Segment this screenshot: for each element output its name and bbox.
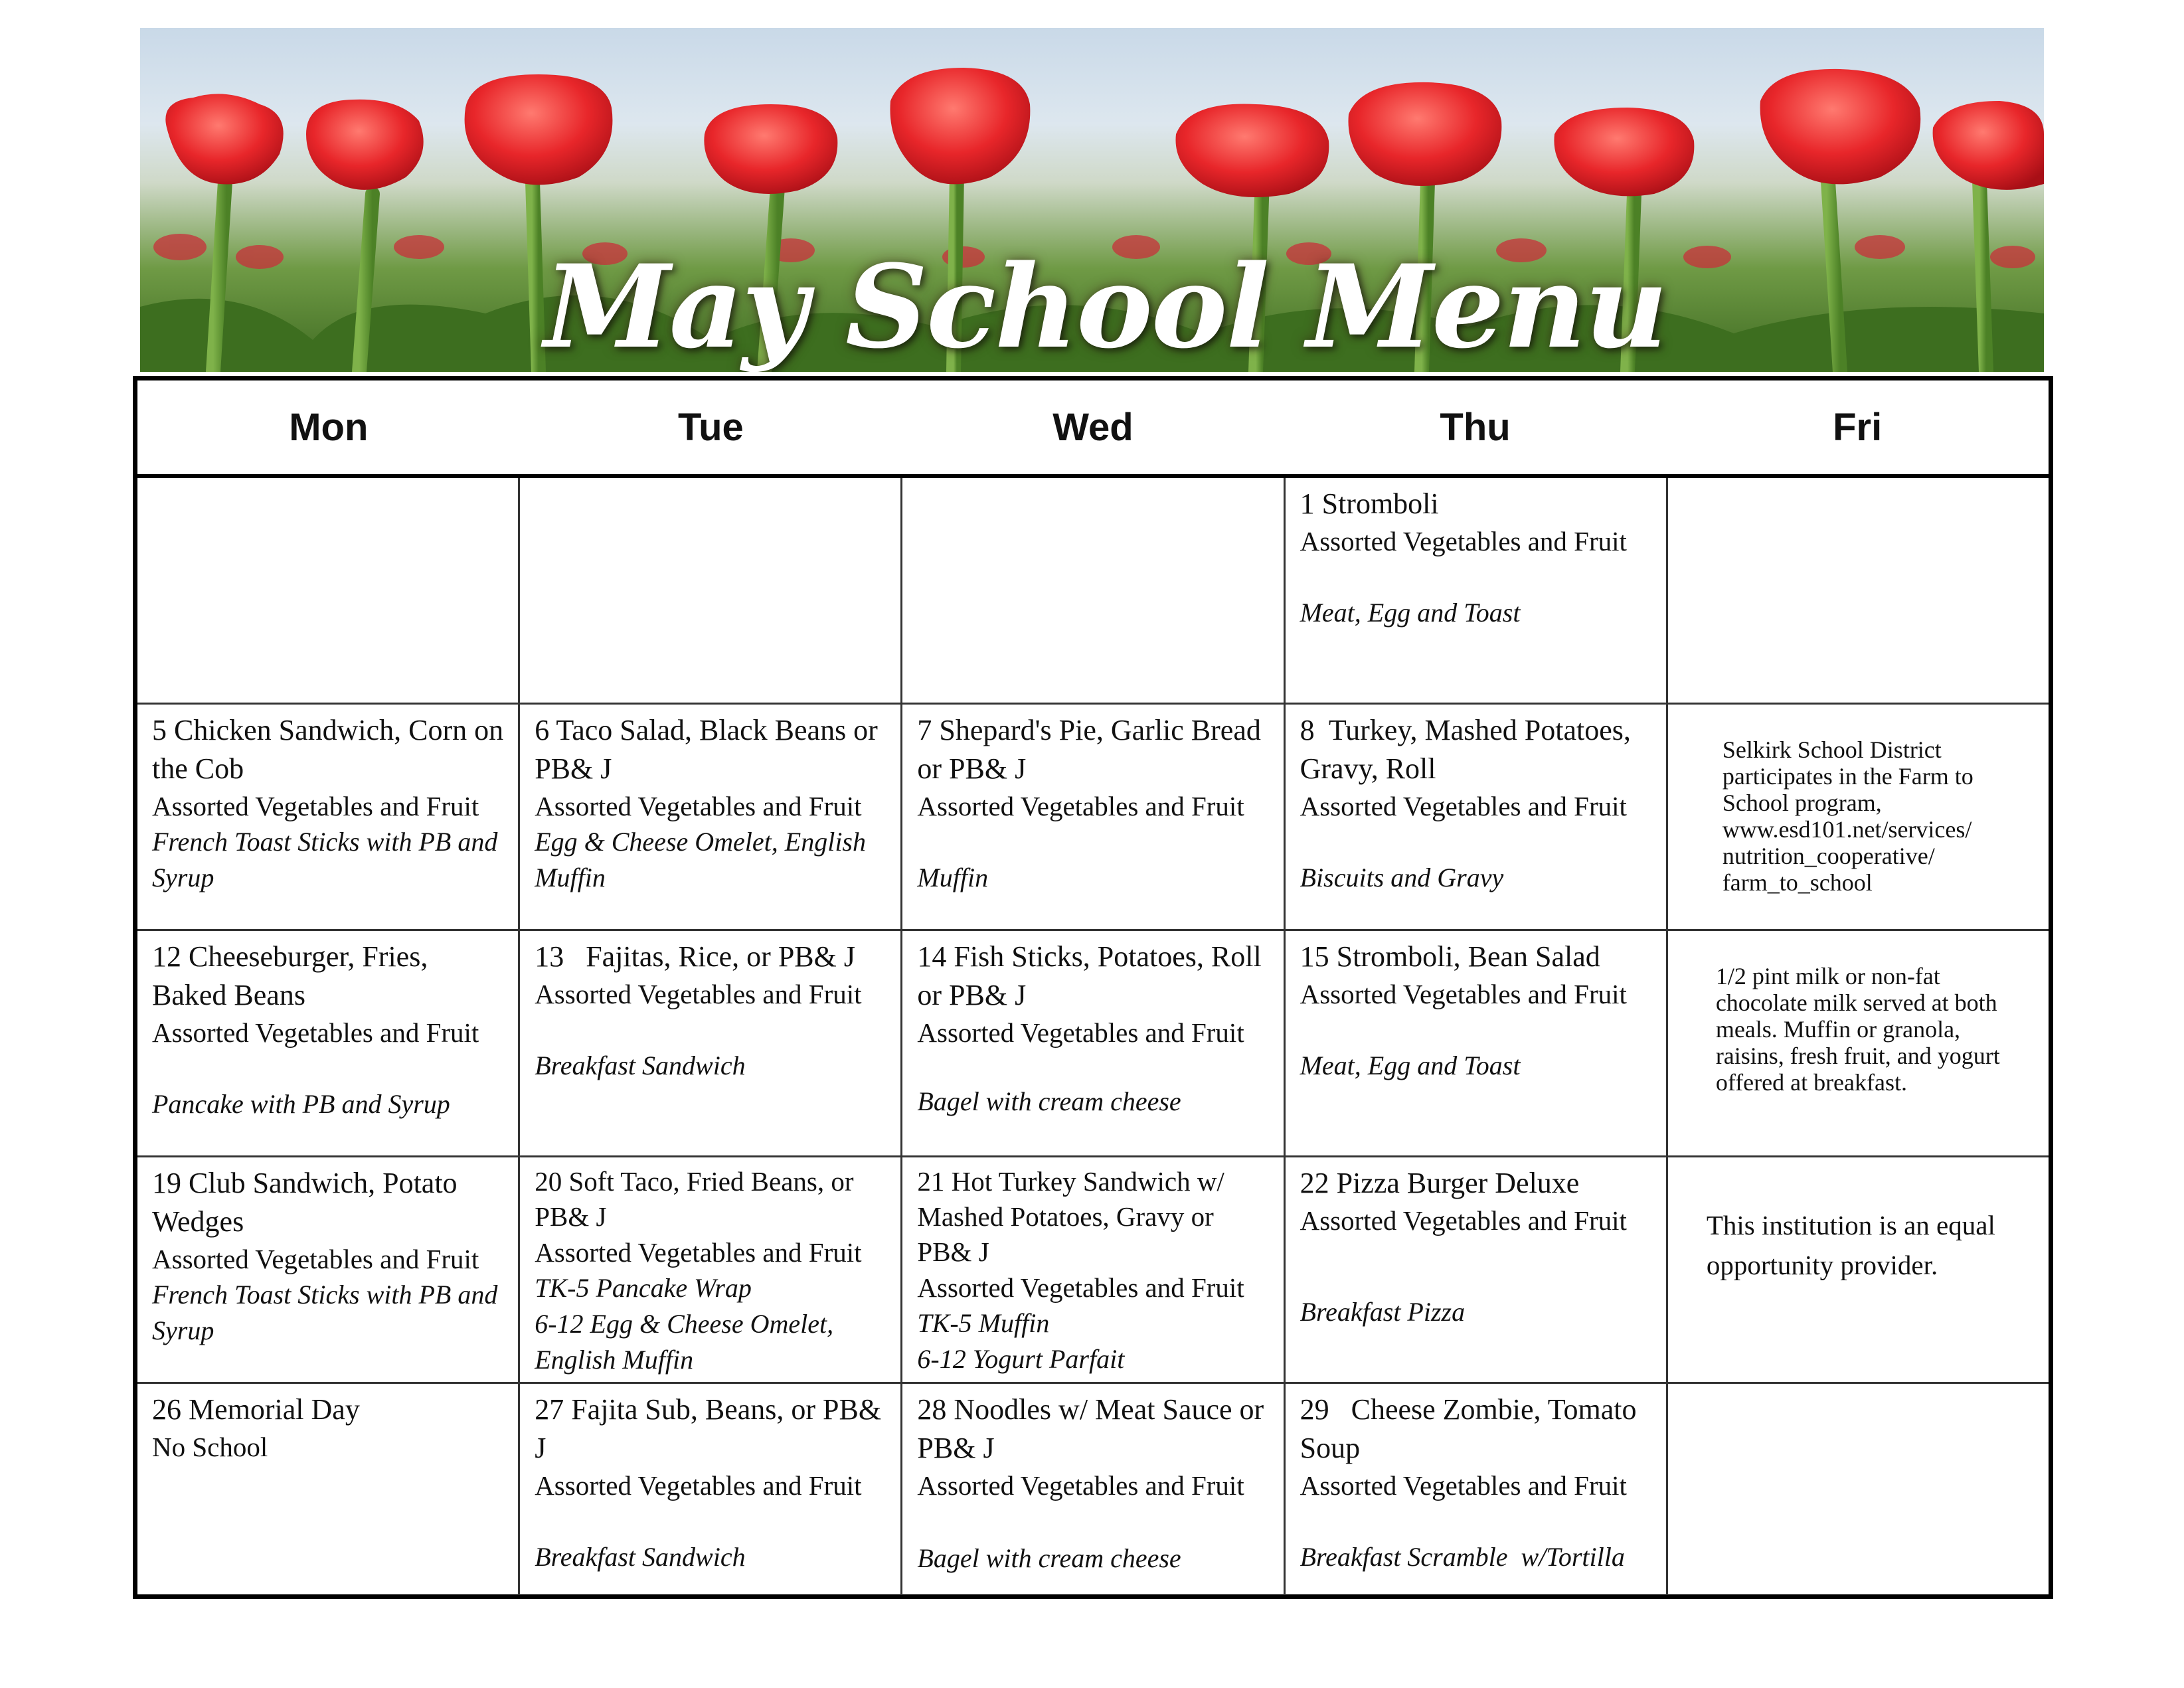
weekday-header bbox=[137, 380, 2049, 478]
day-cell-may-7 bbox=[902, 705, 1285, 929]
week-row-1 bbox=[137, 478, 2049, 705]
header-thursday: Thu bbox=[1440, 406, 1511, 449]
breakfast-secondary-text: 6-12 Egg & Cheese Omelet, English Muffin bbox=[535, 1309, 841, 1375]
entree-text: 1 Stromboli bbox=[1300, 487, 1439, 520]
breakfast-text: French Toast Sticks with PB and Syrup bbox=[152, 1280, 505, 1345]
tulip-banner bbox=[140, 28, 2044, 372]
sides-text: Assorted Vegetables and Fruit bbox=[917, 1470, 1244, 1501]
week-row-3 bbox=[137, 931, 2049, 1157]
entree-text: 14 Fish Sticks, Potatoes, Roll or PB& J bbox=[917, 940, 1269, 1011]
entree-text: 26 Memorial Day bbox=[152, 1393, 360, 1426]
day-cell-may-14 bbox=[902, 931, 1285, 1155]
day-cell-may-20 bbox=[520, 1157, 902, 1382]
week-row-5 bbox=[137, 1384, 2049, 1595]
sides-text: Assorted Vegetables and Fruit bbox=[152, 1244, 479, 1274]
header-monday: Mon bbox=[289, 406, 369, 449]
entree-text: 15 Stromboli, Bean Salad bbox=[1300, 940, 1600, 973]
entree-text: 28 Noodles w/ Meat Sauce or PB& J bbox=[917, 1393, 1272, 1464]
entree-text: 7 Shepard's Pie, Garlic Bread or PB& J bbox=[917, 714, 1268, 785]
day-cell-may-28 bbox=[902, 1384, 1285, 1595]
breakfast-secondary-text: 6-12 Yogurt Parfait bbox=[917, 1344, 1125, 1374]
sides-text: Assorted Vegetables and Fruit bbox=[535, 1470, 862, 1501]
entree-text: 13 Fajitas, Rice, or PB& J bbox=[535, 940, 855, 973]
farm-to-school-note: Selkirk School District participates in the Farm to School program, www.esd101.net/services/ nutrition_cooperative/ farm_to_school bbox=[1722, 736, 1979, 896]
menu-title: May School Menu bbox=[544, 239, 1667, 372]
breakfast-text: Breakfast Sandwich bbox=[535, 1051, 746, 1080]
entree-text: 6 Taco Salad, Black Beans or PB& J bbox=[535, 714, 885, 785]
sides-text: Assorted Vegetables and Fruit bbox=[535, 1237, 862, 1268]
sides-text: Assorted Vegetables and Fruit bbox=[917, 1272, 1244, 1303]
day-cell-empty bbox=[520, 478, 902, 703]
breakfast-text: French Toast Sticks with PB and Syrup bbox=[152, 827, 505, 892]
day-cell-may-6 bbox=[520, 705, 902, 929]
header-friday: Fri bbox=[1833, 406, 1883, 449]
sides-text: Assorted Vegetables and Fruit bbox=[152, 1017, 479, 1048]
day-cell-empty bbox=[1668, 1384, 2049, 1595]
day-cell-milk-note bbox=[1668, 931, 2049, 1155]
equal-opportunity-note: This institution is an equal opportunity provider. bbox=[1706, 1210, 2003, 1280]
week-row-2 bbox=[137, 705, 2049, 931]
day-cell-may-29 bbox=[1286, 1384, 1668, 1595]
day-cell-empty bbox=[902, 478, 1285, 703]
breakfast-text: Meat, Egg and Toast bbox=[1300, 598, 1521, 628]
day-cell-may-19 bbox=[137, 1157, 520, 1382]
breakfast-text: Pancake with PB and Syrup bbox=[152, 1089, 450, 1119]
sides-text: Assorted Vegetables and Fruit bbox=[1300, 791, 1627, 821]
day-cell-empty bbox=[137, 478, 520, 703]
breakfast-text: TK-5 Pancake Wrap bbox=[535, 1273, 752, 1303]
entree-text: 21 Hot Turkey Sandwich w/ Mashed Potatoes, Gravy or PB& J bbox=[917, 1166, 1232, 1267]
week-row-4 bbox=[137, 1157, 2049, 1384]
breakfast-text: Egg & Cheese Omelet, English Muffin bbox=[535, 827, 873, 892]
day-cell-may-5 bbox=[137, 705, 520, 929]
day-cell-farm-to-school-note bbox=[1668, 705, 2049, 929]
sides-text: Assorted Vegetables and Fruit bbox=[917, 791, 1244, 821]
entree-text: 29 Cheese Zombie, Tomato Soup bbox=[1300, 1393, 1644, 1464]
breakfast-text: Breakfast Pizza bbox=[1300, 1297, 1466, 1327]
entree-text: 22 Pizza Burger Deluxe bbox=[1300, 1167, 1580, 1199]
entree-text: 5 Chicken Sandwich, Corn on the Cob bbox=[152, 714, 511, 785]
day-cell-may-15 bbox=[1286, 931, 1668, 1155]
breakfast-text: Breakfast Sandwich bbox=[535, 1542, 746, 1572]
day-cell-may-27 bbox=[520, 1384, 902, 1595]
header-tuesday: Tue bbox=[677, 406, 744, 449]
entree-text: 12 Cheeseburger, Fries, Baked Beans bbox=[152, 940, 436, 1011]
header-wednesday: Wed bbox=[1052, 406, 1134, 449]
entree-text: 19 Club Sandwich, Potato Wedges bbox=[152, 1167, 464, 1238]
day-cell-may-26 bbox=[137, 1384, 520, 1595]
milk-breakfast-note: 1/2 pint milk or non-fat chocolate milk served at both meals. Muffin or granola, raisins, fresh fruit, and yogurt offered at breakfast. bbox=[1715, 963, 2006, 1096]
sides-text: Assorted Vegetables and Fruit bbox=[1300, 1470, 1627, 1501]
sides-text: Assorted Vegetables and Fruit bbox=[1300, 1205, 1627, 1236]
sides-text: Assorted Vegetables and Fruit bbox=[1300, 979, 1627, 1009]
day-cell-may-13 bbox=[520, 931, 902, 1155]
entree-text: 20 Soft Taco, Fried Beans, or PB& J bbox=[535, 1166, 861, 1232]
day-cell-may-8 bbox=[1286, 705, 1668, 929]
sides-text: Assorted Vegetables and Fruit bbox=[152, 791, 479, 821]
breakfast-text: TK-5 Muffin bbox=[917, 1308, 1050, 1338]
day-cell-may-1 bbox=[1286, 478, 1668, 703]
entree-text: 27 Fajita Sub, Beans, or PB& J bbox=[535, 1393, 889, 1464]
sides-text: Assorted Vegetables and Fruit bbox=[1300, 526, 1627, 556]
breakfast-text: Biscuits and Gravy bbox=[1300, 863, 1504, 892]
day-cell-may-21 bbox=[902, 1157, 1285, 1382]
entree-text: 8 Turkey, Mashed Potatoes, Gravy, Roll bbox=[1300, 714, 1638, 785]
day-cell-empty bbox=[1668, 478, 2049, 703]
day-cell-equal-opportunity-note bbox=[1668, 1157, 2049, 1382]
day-cell-may-22 bbox=[1286, 1157, 1668, 1382]
sides-text: Assorted Vegetables and Fruit bbox=[535, 791, 862, 821]
breakfast-text: Muffin bbox=[917, 863, 989, 892]
breakfast-text: Meat, Egg and Toast bbox=[1300, 1051, 1521, 1080]
menu-calendar bbox=[133, 376, 2053, 1599]
breakfast-text: Breakfast Scramble w/Tortilla bbox=[1300, 1542, 1625, 1572]
sides-text: Assorted Vegetables and Fruit bbox=[917, 1017, 1244, 1048]
day-cell-may-12 bbox=[137, 931, 520, 1155]
sides-text: No School bbox=[152, 1432, 268, 1462]
breakfast-text: Bagel with cream cheese bbox=[917, 1543, 1181, 1573]
breakfast-text: Bagel with cream cheese bbox=[917, 1086, 1181, 1116]
sides-text: Assorted Vegetables and Fruit bbox=[535, 979, 862, 1009]
